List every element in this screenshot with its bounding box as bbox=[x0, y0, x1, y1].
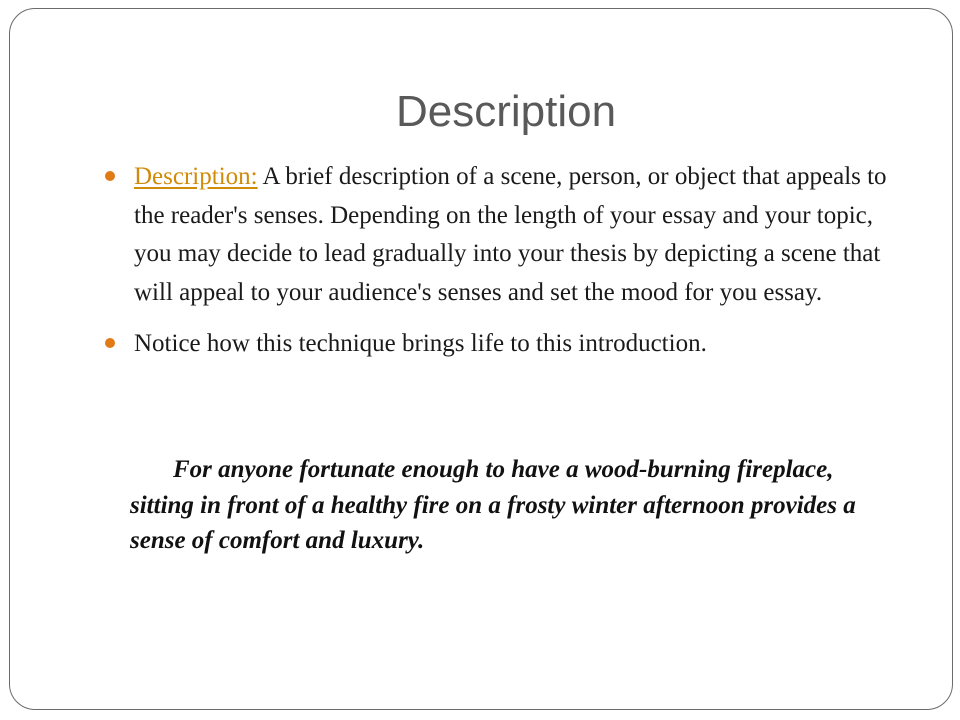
bullet-dot-icon bbox=[105, 171, 115, 181]
slide-title: Description bbox=[395, 87, 617, 136]
description-term-link[interactable]: Description: bbox=[134, 163, 258, 190]
bullet-item-notice bbox=[105, 325, 895, 364]
description-text: A brief description of a scene, person, or object that appeals to the reader's senses. Depending on the length of your essay and your topic, you may decide to lead gradually into your thesis by depicting a scene that will appeal to your audience's senses and set the mood for you essay. bbox=[134, 163, 887, 306]
bullet-list bbox=[105, 158, 895, 364]
notice-text: Notice how this technique brings life to this introduction. bbox=[134, 330, 707, 357]
bullet-item-description bbox=[105, 158, 895, 312]
example-quote: For anyone fortunate enough to have a wood-burning fireplace, sitting in front of a healthy fire on a frosty winter afternoon provides a sense of comfort and luxury. bbox=[130, 456, 856, 554]
bullet-dot-icon bbox=[105, 338, 115, 348]
